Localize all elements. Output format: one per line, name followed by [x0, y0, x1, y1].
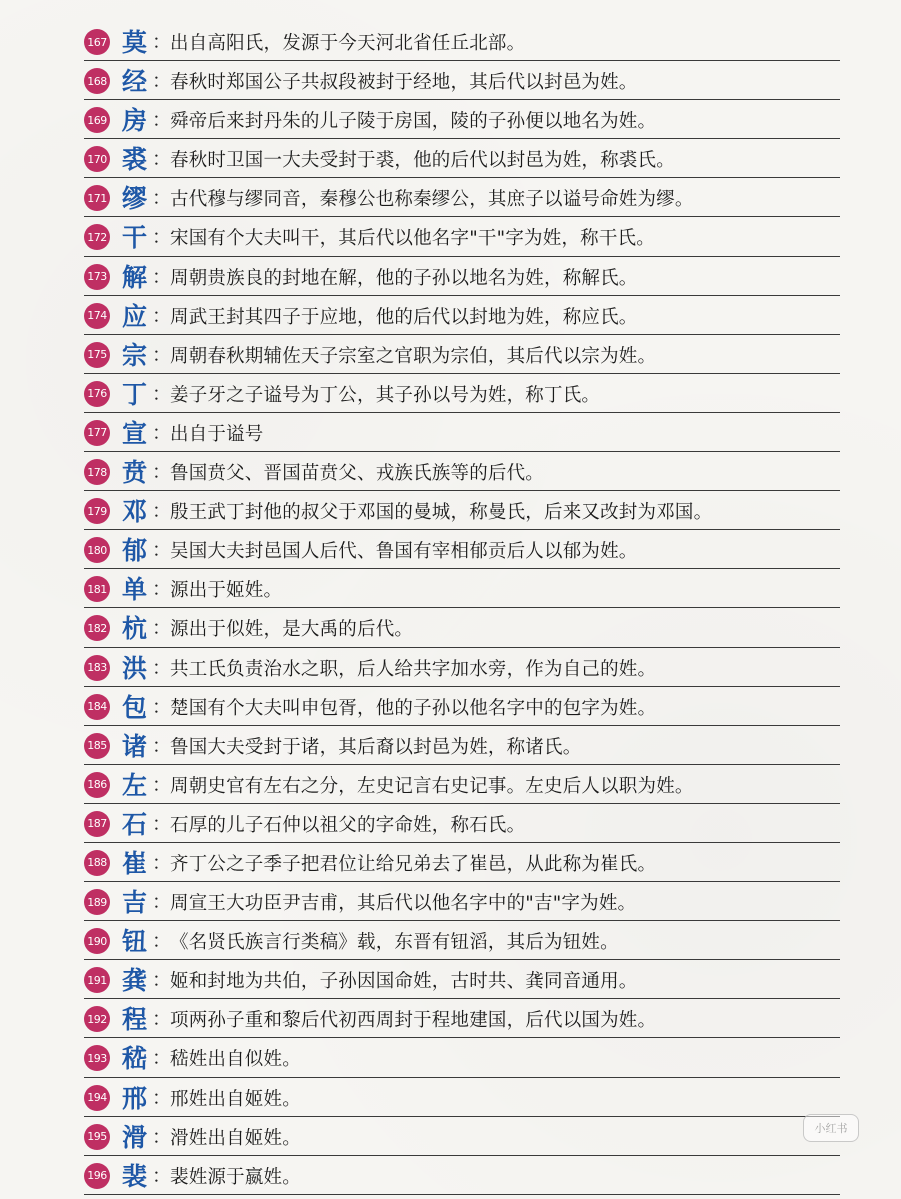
- number-badge: 195: [84, 1124, 110, 1150]
- surname-char: 宗: [122, 340, 148, 370]
- surname-char: 缪: [122, 184, 148, 214]
- origin-text: 嵇姓出自似姓。: [170, 1049, 301, 1071]
- number-badge: 181: [84, 576, 110, 602]
- list-item: [84, 178, 840, 217]
- number-badge: 190: [84, 928, 110, 954]
- origin-text: 石厚的儿子石仲以祖父的字命姓，称石氏。: [170, 814, 526, 836]
- colon: ：: [152, 1008, 172, 1031]
- list-item: [84, 296, 840, 335]
- origin-text: 《名贤氏族言行类稿》载，东晋有钮滔，其后为钮姓。: [170, 932, 619, 954]
- list-item: [84, 569, 840, 608]
- origin-text: 姬和封地为共伯，子孙因国命姓，古时共、龚同音通用。: [170, 971, 638, 993]
- list-item: [84, 413, 840, 452]
- colon: ：: [152, 695, 172, 718]
- number-badge: 174: [84, 303, 110, 329]
- origin-text: 周武王封其四子于应地，他的后代以封地为姓，称应氏。: [170, 306, 638, 328]
- surname-char: 吉: [122, 888, 148, 918]
- origin-text: 姜子牙之子谥号为丁公，其子孙以号为姓，称丁氏。: [170, 384, 601, 406]
- list-item: [84, 1117, 840, 1156]
- list-item: [84, 608, 840, 647]
- origin-text: 周朝史官有左右之分，左史记言右史记事。左史后人以职为姓。: [170, 775, 694, 797]
- colon: ：: [152, 343, 172, 366]
- surname-char: 滑: [122, 1122, 148, 1152]
- surname-char: 邓: [122, 497, 148, 527]
- colon: ：: [152, 461, 172, 484]
- origin-text: 周宣王大功臣尹吉甫，其后代以他名字中的"吉"字为姓。: [170, 893, 637, 915]
- list-item: [84, 804, 840, 843]
- origin-text: 项两孙子重和黎后代初西周封于程地建国，后代以国为姓。: [170, 1010, 657, 1032]
- colon: ：: [152, 578, 172, 601]
- list-item: [84, 530, 840, 569]
- surname-char: 贲: [122, 458, 148, 488]
- origin-text: 春秋时郑国公子共叔段被封于经地，其后代以封邑为姓。: [170, 72, 638, 94]
- list-item: [84, 452, 840, 491]
- number-badge: 183: [84, 655, 110, 681]
- list-item: [84, 999, 840, 1038]
- list-item: [84, 1156, 840, 1195]
- surname-char: 嵇: [122, 1044, 148, 1074]
- surname-char: 应: [122, 301, 148, 331]
- surname-list: [84, 22, 840, 1195]
- origin-text: 周朝贵族良的封地在解，他的子孙以地名为姓，称解氏。: [170, 267, 638, 289]
- number-badge: 191: [84, 967, 110, 993]
- number-badge: 184: [84, 694, 110, 720]
- colon: ：: [152, 617, 172, 640]
- origin-text: 出自于谥号: [170, 423, 264, 445]
- number-badge: 196: [84, 1163, 110, 1189]
- colon: ：: [152, 656, 172, 679]
- number-badge: 192: [84, 1006, 110, 1032]
- surname-char: 程: [122, 1005, 148, 1035]
- surname-char: 裴: [122, 1161, 148, 1191]
- list-item: [84, 921, 840, 960]
- origin-text: 殷王武丁封他的叔父于邓国的曼城，称曼氏，后来又改封为邓国。: [170, 502, 713, 524]
- list-item: [84, 765, 840, 804]
- surname-char: 裘: [122, 145, 148, 175]
- colon: ：: [152, 1164, 172, 1187]
- surname-char: 丁: [122, 379, 148, 409]
- surname-char: 洪: [122, 653, 148, 683]
- list-item: [84, 374, 840, 413]
- colon: ：: [152, 265, 172, 288]
- surname-char: 房: [122, 106, 148, 136]
- number-badge: 185: [84, 733, 110, 759]
- origin-text: 宋国有个大夫叫干，其后代以他名字"干"字为姓，称干氏。: [170, 228, 655, 250]
- number-badge: 193: [84, 1045, 110, 1071]
- list-item: [84, 61, 840, 100]
- colon: ：: [152, 969, 172, 992]
- number-badge: 173: [84, 264, 110, 290]
- colon: ：: [152, 187, 172, 210]
- list-item: [84, 22, 840, 61]
- number-badge: 178: [84, 459, 110, 485]
- colon: ：: [152, 1086, 172, 1109]
- colon: ：: [152, 1047, 172, 1070]
- colon: ：: [152, 930, 172, 953]
- colon: ：: [152, 773, 172, 796]
- surname-char: 经: [122, 67, 148, 97]
- origin-text: 古代穆与缪同音，秦穆公也称秦缪公，其庶子以谥号命姓为缪。: [170, 189, 694, 211]
- origin-text: 周朝春秋期辅佐天子宗室之官职为宗伯，其后代以宗为姓。: [170, 345, 657, 367]
- number-badge: 176: [84, 381, 110, 407]
- list-item: [84, 882, 840, 921]
- origin-text: 吴国大夫封邑国人后代、鲁国有宰相郁贡后人以郁为姓。: [170, 541, 638, 563]
- surname-char: 宣: [122, 418, 148, 448]
- list-item: [84, 139, 840, 178]
- list-item: [84, 491, 840, 530]
- origin-text: 鲁国贲父、晋国苗贲父、戎族氏族等的后代。: [170, 463, 545, 485]
- list-item: [84, 726, 840, 765]
- number-badge: 169: [84, 107, 110, 133]
- surname-char: 单: [122, 575, 148, 605]
- origin-text: 源出于姬姓。: [170, 580, 283, 602]
- number-badge: 175: [84, 342, 110, 368]
- colon: ：: [152, 734, 172, 757]
- surname-char: 诸: [122, 731, 148, 761]
- list-item: [84, 217, 840, 256]
- number-badge: 188: [84, 850, 110, 876]
- list-item: [84, 1078, 840, 1117]
- list-item: [84, 687, 840, 726]
- number-badge: 171: [84, 185, 110, 211]
- watermark-badge: 小红书: [803, 1114, 859, 1142]
- origin-text: 鲁国大夫受封于诸，其后裔以封邑为姓，称诸氏。: [170, 736, 582, 758]
- number-badge: 177: [84, 420, 110, 446]
- surname-char: 龚: [122, 966, 148, 996]
- list-item: [84, 648, 840, 687]
- list-item: [84, 257, 840, 296]
- colon: ：: [152, 382, 172, 405]
- surname-char: 郁: [122, 536, 148, 566]
- surname-char: 左: [122, 770, 148, 800]
- colon: ：: [152, 851, 172, 874]
- origin-text: 源出于似姓，是大禹的后代。: [170, 619, 414, 641]
- number-badge: 168: [84, 68, 110, 94]
- colon: ：: [152, 304, 172, 327]
- origin-text: 春秋时卫国一大夫受封于裘，他的后代以封邑为姓，称裘氏。: [170, 150, 675, 172]
- origin-text: 滑姓出自姬姓。: [170, 1127, 301, 1149]
- number-badge: 167: [84, 29, 110, 55]
- colon: ：: [152, 109, 172, 132]
- surname-char: 钮: [122, 927, 148, 957]
- colon: ：: [152, 226, 172, 249]
- number-badge: 179: [84, 498, 110, 524]
- list-item: [84, 100, 840, 139]
- colon: ：: [152, 1125, 172, 1148]
- origin-text: 出自高阳氏，发源于今天河北省任丘北部。: [170, 33, 526, 54]
- surname-char: 杭: [122, 614, 148, 644]
- surname-char: 石: [122, 809, 148, 839]
- number-badge: 172: [84, 224, 110, 250]
- colon: ：: [152, 421, 172, 444]
- number-badge: 194: [84, 1085, 110, 1111]
- surname-char: 干: [122, 223, 148, 253]
- colon: ：: [152, 891, 172, 914]
- surname-char: 解: [122, 262, 148, 292]
- origin-text: 共工氏负责治水之职，后人给共字加水旁，作为自己的姓。: [170, 658, 657, 680]
- list-item: [84, 843, 840, 882]
- surname-char: 包: [122, 692, 148, 722]
- number-badge: 182: [84, 615, 110, 641]
- colon: ：: [152, 148, 172, 171]
- origin-text: 楚国有个大夫叫申包胥，他的子孙以他名字中的包字为姓。: [170, 697, 657, 719]
- surname-char: 莫: [122, 28, 148, 57]
- colon: ：: [152, 539, 172, 562]
- number-badge: 186: [84, 772, 110, 798]
- number-badge: 189: [84, 889, 110, 915]
- colon: ：: [152, 70, 172, 93]
- colon: ：: [152, 31, 172, 53]
- number-badge: 170: [84, 146, 110, 172]
- colon: ：: [152, 500, 172, 523]
- origin-text: 邢姓出自姬姓。: [170, 1088, 301, 1110]
- list-item: [84, 1038, 840, 1077]
- origin-text: 裴姓源于嬴姓。: [170, 1166, 301, 1188]
- number-badge: 180: [84, 537, 110, 563]
- colon: ：: [152, 812, 172, 835]
- origin-text: 齐丁公之子季子把君位让给兄弟去了崔邑，从此称为崔氏。: [170, 853, 657, 875]
- list-item: [84, 960, 840, 999]
- list-item: [84, 335, 840, 374]
- origin-text: 舜帝后来封丹朱的儿子陵于房国，陵的子孙便以地名为姓。: [170, 111, 657, 133]
- number-badge: 187: [84, 811, 110, 837]
- surname-char: 邢: [122, 1083, 148, 1113]
- surname-char: 崔: [122, 848, 148, 878]
